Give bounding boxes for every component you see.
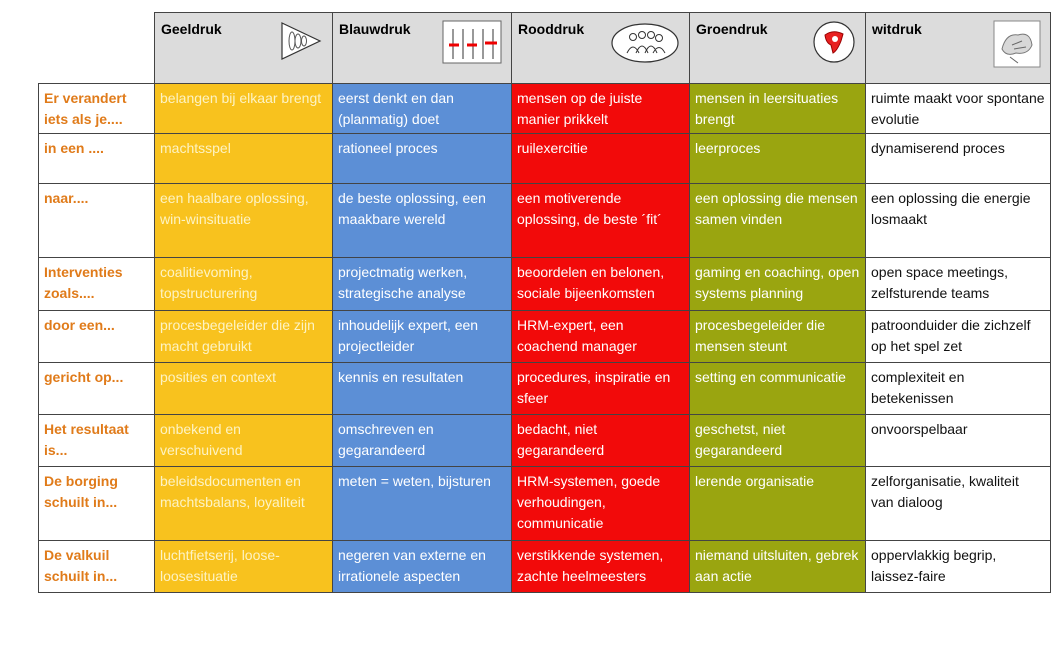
header-row (39, 13, 1051, 84)
cell-rooddruk: ruilexercitie (512, 134, 690, 184)
header-rooddruk (512, 13, 690, 84)
cell-geeldruk: luchtfietserij, loose-loosesituatie (155, 541, 333, 593)
cell-blauwdruk: omschreven en gegarandeerd (333, 415, 512, 467)
cell-witdruk: oppervlakkig begrip, laissez-faire (866, 541, 1051, 593)
row-label: De valkuil schuilt in... (39, 541, 155, 593)
cell-witdruk: een oplossing die energie losmaakt (866, 184, 1051, 258)
cell-witdruk: open space meetings, zelfsturende teams (866, 258, 1051, 311)
table-row (39, 363, 1051, 415)
header-witdruk (866, 13, 1051, 84)
row-label: door een... (39, 311, 155, 363)
header-label: Rooddruk (518, 21, 585, 37)
header-label: Groendruk (696, 21, 768, 37)
abstract-sketch-icon (992, 19, 1042, 75)
cell-blauwdruk: inhoudelijk expert, een projectleider (333, 311, 512, 363)
header-label: witdruk (872, 21, 922, 37)
table-row (39, 184, 1051, 258)
cell-rooddruk: verstikkende systemen, zachte heelmeesters (512, 541, 690, 593)
table-row (39, 467, 1051, 541)
cell-groendruk: een oplossing die mensen samen vinden (690, 184, 866, 258)
cell-rooddruk: mensen op de juiste manier prikkelt (512, 84, 690, 134)
header-blauwdruk (333, 13, 512, 84)
megaphone-icon (278, 19, 324, 69)
header-label: Geeldruk (161, 21, 222, 37)
cell-groendruk: mensen in leersituaties brengt (690, 84, 866, 134)
table-row (39, 311, 1051, 363)
cell-rooddruk: bedacht, niet gegarandeerd (512, 415, 690, 467)
cell-groendruk: leerproces (690, 134, 866, 184)
cell-groendruk: geschetst, niet gegarandeerd (690, 415, 866, 467)
cell-rooddruk: procedures, inspiratie en sfeer (512, 363, 690, 415)
cell-blauwdruk: meten = weten, bijsturen (333, 467, 512, 541)
cell-witdruk: ruimte maakt voor spontane evolutie (866, 84, 1051, 134)
cell-blauwdruk: projectmatig werken, strategische analyse (333, 258, 512, 311)
table-row (39, 541, 1051, 593)
cell-blauwdruk: eerst denkt en dan (planmatig) doet (333, 84, 512, 134)
people-group-icon (609, 19, 681, 71)
table-row (39, 258, 1051, 311)
cell-geeldruk: beleidsdocumenten en machtsbalans, loyaliteit (155, 467, 333, 541)
table-row (39, 134, 1051, 184)
cell-geeldruk: machtsspel (155, 134, 333, 184)
cell-geeldruk: procesbegeleider die zijn macht gebruikt (155, 311, 333, 363)
row-label: gericht op... (39, 363, 155, 415)
header-geeldruk (155, 13, 333, 84)
cell-witdruk: patroonduider die zichzelf op het spel zet (866, 311, 1051, 363)
cell-rooddruk: HRM-expert, een coachend manager (512, 311, 690, 363)
row-label: in een .... (39, 134, 155, 184)
cell-blauwdruk: de beste oplossing, een maakbare wereld (333, 184, 512, 258)
cell-geeldruk: onbekend en verschuivend (155, 415, 333, 467)
row-label: Interventies zoals.... (39, 258, 155, 311)
cell-geeldruk: een haalbare oplossing, win-winsituatie (155, 184, 333, 258)
cell-rooddruk: een motiverende oplossing, de beste ´fit´ (512, 184, 690, 258)
cell-blauwdruk: rationeel proces (333, 134, 512, 184)
header-label: Blauwdruk (339, 21, 411, 37)
cell-witdruk: dynamiserend proces (866, 134, 1051, 184)
cell-blauwdruk: kennis en resultaten (333, 363, 512, 415)
kleurendruk-table-wrapper (38, 12, 1050, 593)
cell-groendruk: gaming en coaching, open systems planning (690, 258, 866, 311)
cell-rooddruk: HRM-systemen, goede verhoudingen, communicatie (512, 467, 690, 541)
cell-geeldruk: posities en context (155, 363, 333, 415)
kleurendruk-table (38, 12, 1051, 593)
cell-groendruk: niemand uitsluiten, gebrek aan actie (690, 541, 866, 593)
blueprint-chart-icon (441, 19, 503, 71)
header-corner (39, 13, 155, 84)
cell-rooddruk: beoordelen en belonen, sociale bijeenkomsten (512, 258, 690, 311)
cell-witdruk: onvoorspelbaar (866, 415, 1051, 467)
pointing-hand-icon (811, 19, 857, 71)
header-groendruk (690, 13, 866, 84)
table-row (39, 84, 1051, 134)
cell-witdruk: complexiteit en betekenissen (866, 363, 1051, 415)
cell-geeldruk: belangen bij elkaar brengt (155, 84, 333, 134)
cell-geeldruk: coalitievoming, topstructurering (155, 258, 333, 311)
row-label: De borging schuilt in... (39, 467, 155, 541)
row-label: naar.... (39, 184, 155, 258)
cell-blauwdruk: negeren van externe en irrationele aspecten (333, 541, 512, 593)
row-label: Er verandert iets als je.... (39, 84, 155, 134)
cell-groendruk: lerende organisatie (690, 467, 866, 541)
cell-groendruk: procesbegeleider die mensen steunt (690, 311, 866, 363)
row-label: Het resultaat is... (39, 415, 155, 467)
cell-witdruk: zelforganisatie, kwaliteit van dialoog (866, 467, 1051, 541)
cell-groendruk: setting en communicatie (690, 363, 866, 415)
table-row (39, 415, 1051, 467)
